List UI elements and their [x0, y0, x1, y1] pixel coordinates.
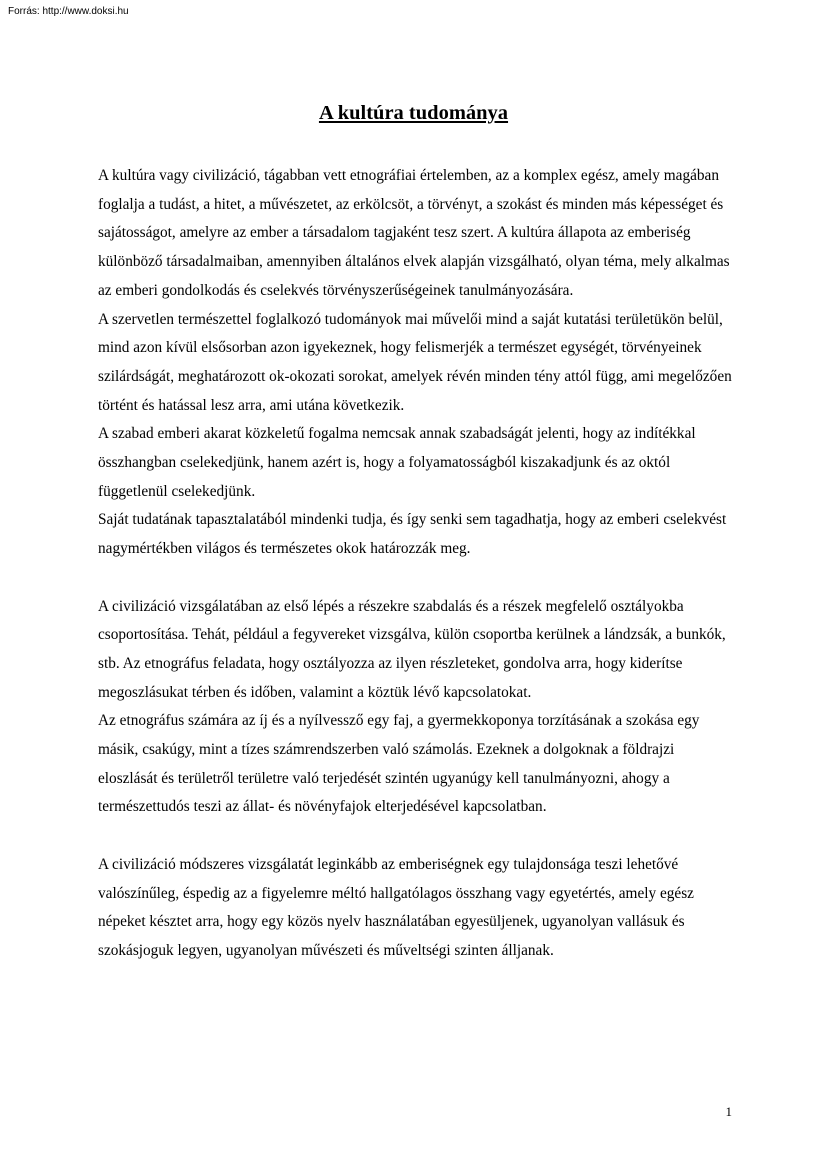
paragraph: Saját tudatának tapasztalatából mindenki tudja, és így senki sem tagadhatja, hogy az emberi cselekvést nagymértékben világos és természetes okok határozzák meg. [98, 511, 727, 558]
paragraph: A szervetlen természettel foglalkozó tudományok mai művelői mind a saját kutatási területükön belül, mind azon kívül elsősorban azon igyekeznek, hogy felismerjék a természet egységét, törvényeinek szilárdságát, meghatározott ok-okozati sorokat, amelyek révén minden tény attól függ, ami megelőzően történt és hatással lesz arra, ami utána következik. [98, 310, 732, 414]
paragraph: Az etnográfus számára az íj és a nyílvessző egy faj, a gyermekkoponya torzításának a szokása egy másik, csakúgy, mint a tízes számrendszerben való számolás. Ezeknek a dolgoknak a földrajzi eloszlását és területről területre való terjedését szintén ugyanúgy kell tanulmányozni, ahogy a természettudós teszi az állat- és növényfajok elterjedésével kapcsolatban. [98, 712, 700, 816]
paragraph: A civilizáció vizsgálatában az első lépés a részekre szabdalás és a részek megfelelő osztályokba csoportosítása. Tehát, például a fegyvereket vizsgálva, külön csoportba kerülnek a lándzsák, a bunkók, stb. Az etnográfus feladata, hogy osztályozza az ilyen részleteket, gondolva arra, hogy kiderítse megoszlásukat térben és időben, valamint a köztük lévő kapcsolatokat. [98, 597, 726, 701]
document-body [98, 162, 733, 966]
paragraph-spacer [98, 822, 733, 851]
page-title: A kultúra tudománya [318, 102, 509, 124]
paragraph: A kultúra vagy civilizáció, tágabban vett etnográfiai értelemben, az a komplex egész, amely magában foglalja a tudást, a hitet, a művészetet, az erkölcsöt, a törvényt, a szokást és minden más képességet és sajátosságot, amelyre az ember a társadalom tagjaként tesz szert. A kultúra állapota az emberiség különböző társadalmaiban, amennyiben általános elvek alapján vizsgálható, olyan téma, mely alkalmas az emberi gondolkodás és cselekvés törvényszerűségeinek tanulmányozására. [98, 167, 730, 299]
paragraph: A civilizáció módszeres vizsgálatát leginkább az emberiségnek egy tulajdonsága teszi lehetővé valószínűleg, éspedig az a figyelemre méltó hallgatólagos összhang vagy egyetértés, amely egész népeket késztet arra, hogy egy közös nyelv használatában egyesüljenek, ugyanolyan vallásuk és szokásjoguk legyen, ugyanolyan művészeti és műveltségi szinten álljanak. [98, 855, 694, 959]
paragraph-spacer [98, 564, 733, 593]
source-label: Forrás: http://www.doksi.hu [8, 6, 129, 17]
page-number: 1 [725, 1104, 732, 1119]
paragraph: A szabad emberi akarat közkeletű fogalma nemcsak annak szabadságát jelenti, hogy az indítékkal összhangban cselekedjünk, hanem azért is, hogy a folyamatosságból kiszakadjunk és az októl függetlenül cselekedjünk. [98, 425, 696, 500]
